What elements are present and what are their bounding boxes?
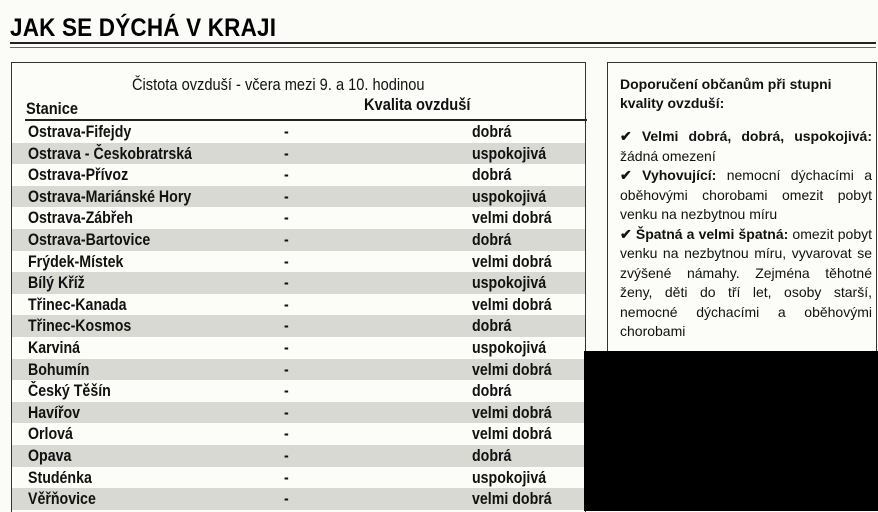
quality-value: dobrá — [472, 230, 512, 249]
quality-value: uspokojivá — [472, 274, 547, 293]
quality-value: uspokojivá — [472, 187, 547, 206]
station-name: Věřňovice — [28, 490, 96, 509]
table-row — [12, 380, 585, 402]
quality-value: dobrá — [472, 317, 512, 336]
quality-value: velmi dobrá — [472, 403, 552, 422]
row-dash: - — [284, 446, 289, 465]
row-dash: - — [284, 209, 289, 228]
quality-value: dobrá — [472, 166, 512, 185]
row-dash: - — [284, 382, 289, 401]
station-name: Bílý Kříž — [28, 274, 85, 293]
row-dash: - — [284, 274, 289, 293]
station-name: Ostrava-Zábřeh — [28, 209, 133, 228]
station-name: Český Těšín — [28, 382, 111, 401]
table-row — [12, 143, 585, 165]
station-name: Karviná — [28, 338, 81, 357]
station-name: Ostrava-Mariánské Hory — [28, 187, 192, 206]
header-station: Stanice — [26, 99, 79, 118]
recommendation-title: Doporučení občanům při stupni kvality ovzduší: — [620, 76, 832, 111]
quality-value: dobrá — [472, 123, 512, 141]
table-row — [12, 229, 585, 251]
table-row — [12, 423, 585, 445]
quality-value: velmi dobrá — [472, 209, 552, 228]
station-name: Ostrava - Českobratrská — [28, 144, 193, 163]
station-name: Ostrava-Přívoz — [28, 166, 129, 185]
row-dash: - — [284, 230, 289, 249]
station-name: Bohumín — [28, 360, 90, 379]
headline-rule — [10, 42, 876, 44]
station-name: Ostrava-Bartovice — [28, 230, 151, 249]
station-name: Ostrava-Fifejdy — [28, 123, 132, 141]
row-dash: - — [284, 144, 289, 163]
table-row — [12, 402, 585, 424]
check-icon: ✔ — [620, 167, 632, 183]
quality-value: velmi dobrá — [472, 360, 552, 379]
row-dash: - — [284, 295, 289, 314]
table-row — [12, 164, 585, 186]
quality-value: uspokojivá — [472, 144, 547, 163]
recommendation-box — [607, 62, 877, 354]
recommendation-body — [620, 127, 872, 342]
table-row — [12, 359, 585, 381]
row-dash: - — [284, 187, 289, 206]
table-row — [12, 121, 585, 143]
recommendation-item — [620, 127, 872, 166]
table-row — [12, 294, 585, 316]
table-row — [12, 467, 585, 489]
row-dash: - — [284, 317, 289, 336]
table-row — [12, 445, 585, 467]
black-block — [584, 351, 878, 511]
row-dash: - — [284, 403, 289, 422]
table-row — [12, 315, 585, 337]
table-row — [12, 251, 585, 273]
quality-value: uspokojivá — [472, 338, 547, 357]
check-icon: ✔ — [620, 225, 632, 242]
recommendation-text: žádná omezení — [620, 147, 716, 164]
quality-value: velmi dobrá — [472, 490, 552, 509]
quality-value: velmi dobrá — [472, 425, 552, 444]
table-row — [12, 207, 585, 229]
station-name: Frýdek-Místek — [28, 252, 124, 271]
station-name: Opava — [28, 446, 72, 465]
row-dash: - — [284, 166, 289, 185]
quality-value: velmi dobrá — [472, 295, 552, 314]
check-icon: ✔ — [620, 128, 632, 144]
header-quality: Kvalita ovzduší — [364, 95, 471, 114]
row-dash: - — [284, 252, 289, 271]
table-row — [12, 186, 585, 208]
quality-value: velmi dobrá — [472, 252, 552, 271]
headline: JAK SE DÝCHÁ V KRAJI — [10, 14, 277, 42]
row-dash: - — [284, 490, 289, 509]
row-dash: - — [284, 468, 289, 487]
recommendation-label: Vyhovující: — [642, 167, 717, 183]
recommendation-text: omezit pobyt venku na nezbytnou míru, vyvarovat se zvýšené námahy. Zejména těhotné ženy, děti do tří let, osoby starší, nemocné dýchacími a oběhovými chorobami — [620, 225, 873, 339]
row-dash: - — [284, 123, 289, 141]
recommendation-item — [620, 225, 872, 342]
recommendation-text: nemocní dýchacími a oběhovými chorobami omezit pobyt venku na nezbytnou míru — [620, 167, 873, 222]
station-name: Havířov — [28, 403, 81, 422]
table-rows — [12, 121, 585, 510]
quality-value: uspokojivá — [472, 468, 547, 487]
recommendation-label: Velmi dobrá, dobrá, uspokojivá: — [641, 128, 873, 144]
station-name: Třinec-Kosmos — [28, 317, 132, 336]
table-caption: Čistota ovzduší - včera mezi 9. a 10. hodinou — [132, 75, 425, 94]
air-quality-table — [11, 62, 586, 512]
station-name: Studénka — [28, 468, 92, 487]
station-name: Třinec-Kanada — [28, 295, 127, 314]
quality-value: dobrá — [472, 382, 512, 401]
quality-value: dobrá — [472, 446, 512, 465]
table-row — [12, 488, 585, 510]
row-dash: - — [284, 360, 289, 379]
table-row — [12, 337, 585, 359]
recommendation-item — [620, 166, 872, 225]
recommendation-label: Špatná a velmi špatná: — [635, 225, 789, 242]
table-row — [12, 272, 585, 294]
station-name: Orlová — [28, 425, 73, 444]
row-dash: - — [284, 338, 289, 357]
row-dash: - — [284, 425, 289, 444]
headline-rule-thin — [10, 47, 876, 48]
